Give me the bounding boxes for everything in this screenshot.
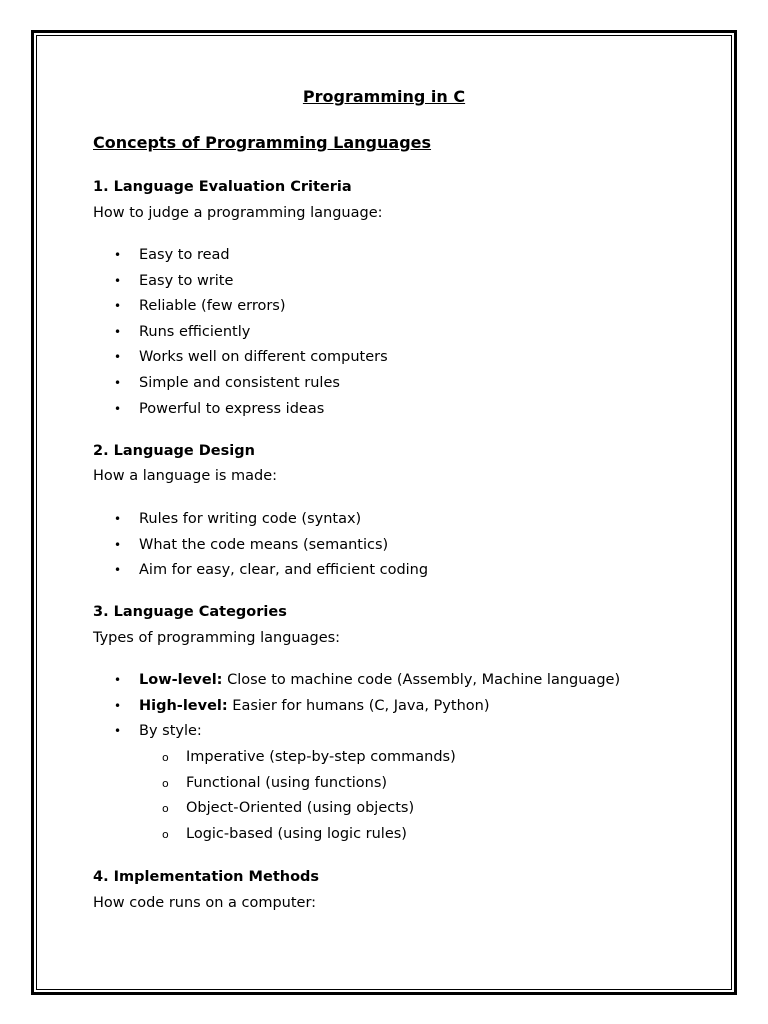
section-3-heading: 3. Language Categories: [93, 604, 287, 620]
bullet-icon: •: [114, 401, 122, 416]
section-4-intro: How code runs on a computer:: [93, 895, 317, 911]
circle-bullet-icon: o: [162, 751, 169, 764]
bullet-icon: •: [114, 512, 122, 526]
bullet-icon: •: [114, 673, 122, 687]
circle-bullet-icon: o: [162, 827, 169, 841]
category-label: Low-level:: [139, 672, 223, 688]
document-title: Programming in C: [302, 87, 466, 106]
bullet-icon: •: [114, 724, 122, 739]
bullet-icon: •: [114, 563, 122, 578]
section-1-heading: 1. Language Evaluation Criteria: [93, 179, 352, 195]
bullet-icon: •: [114, 324, 122, 339]
bullet-icon: •: [114, 350, 122, 365]
bullet-icon: •: [114, 537, 122, 552]
section-2-heading: 2. Language Design: [93, 443, 255, 459]
bullet-icon: •: [114, 273, 122, 288]
bullet-icon: •: [114, 299, 122, 314]
section-4-heading: 4. Implementation Methods: [93, 869, 320, 885]
section-3-intro: Types of programming languages:: [93, 630, 341, 646]
document-subtitle: Concepts of Programming Languages: [93, 133, 432, 152]
section-1-intro: How to judge a programming language:: [93, 205, 383, 221]
section-2-intro: How a language is made:: [93, 468, 278, 484]
bullet-icon: •: [114, 375, 122, 390]
bullet-icon: •: [114, 248, 122, 262]
circle-bullet-icon: o: [162, 802, 169, 816]
circle-bullet-icon: o: [162, 776, 169, 790]
category-label: High-level:: [139, 697, 228, 714]
bullet-icon: •: [114, 698, 122, 713]
